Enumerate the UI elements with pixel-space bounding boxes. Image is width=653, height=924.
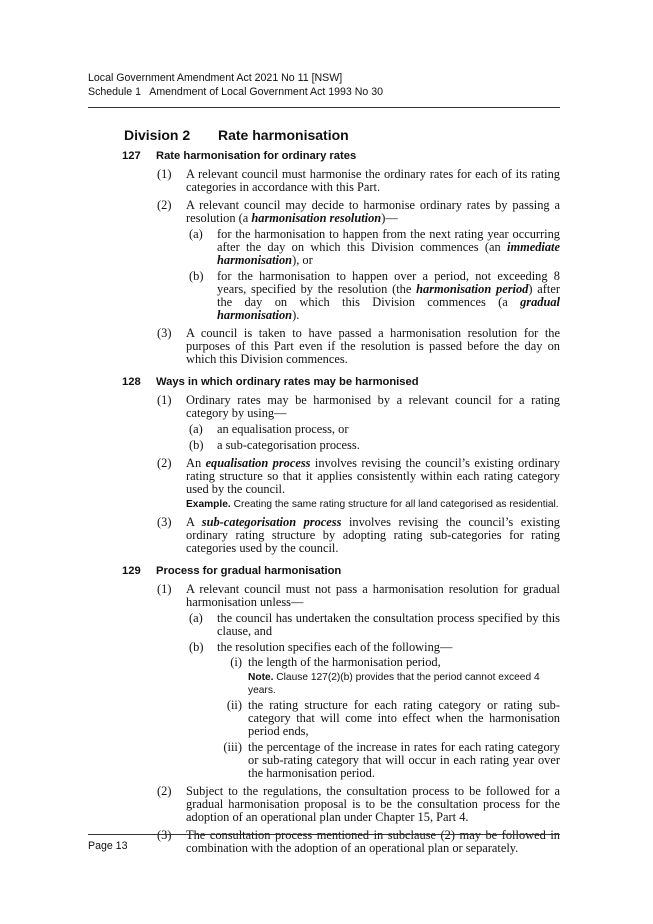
subparagraph-number: (i)	[230, 655, 242, 669]
division-heading	[124, 127, 349, 143]
subclause-128-3	[157, 516, 560, 555]
subclause-127-1	[157, 168, 560, 194]
subparagraph-i	[230, 655, 560, 669]
subclause-text: A council is taken to have passed a harmonisation resolution for the purposes of this Part even if the resolution is passed before the day on which this Division commences.	[186, 326, 560, 366]
defined-term: harmonisation period	[416, 282, 529, 296]
running-header-schedule: Schedule 1 Amendment of Local Government Act 1993 No 30	[88, 86, 384, 98]
subclause-129-1	[157, 583, 560, 609]
defined-term: equalisation process	[205, 456, 311, 470]
paragraph-number: (a)	[189, 611, 203, 625]
clause-number: 129	[122, 565, 141, 577]
paragraph-text: a sub-categorisation process.	[217, 438, 360, 452]
subparagraph-text: the rating structure for each rating category or rating sub-category that will come into effect when the harmonisation period ends,	[248, 698, 560, 738]
clause-number: 127	[122, 150, 141, 162]
subclause-number: (2)	[157, 784, 172, 798]
paragraph-number: (b)	[189, 269, 204, 283]
paragraph-127-2-a	[189, 228, 560, 267]
subclause-128-1	[157, 394, 560, 420]
paragraph-127-2-b	[189, 270, 560, 322]
clause-number: 128	[122, 376, 141, 388]
running-header-title: Local Government Amendment Act 2021 No 11 [NSW]	[88, 72, 343, 84]
clause-title: Ways in which ordinary rates may be harmonised	[156, 376, 419, 388]
subclause-128-2	[157, 457, 560, 496]
subclause-text: A relevant council must not pass a harmonisation resolution for gradual harmonisation unless—	[186, 582, 560, 609]
paragraph-number: (b)	[189, 438, 204, 452]
subparagraph-number: (ii)	[226, 698, 242, 712]
subclause-number: (2)	[157, 456, 172, 470]
subclause-number: (2)	[157, 198, 172, 212]
clause-title: Rate harmonisation for ordinary rates	[156, 150, 357, 162]
defined-term: gradual harmonisation	[217, 295, 560, 322]
defined-term: harmonisation resolution	[251, 211, 382, 225]
subclause-127-3	[157, 327, 560, 366]
note-label: Note.	[248, 672, 274, 683]
paragraph-text: an equalisation process, or	[217, 422, 349, 436]
subclause-text: A relevant council must harmonise the ordinary rates for each of its rating categories in accordance with this Part.	[186, 167, 560, 194]
page-number: Page 13	[88, 840, 128, 852]
subclause-text: Subject to the regulations, the consultation process to be followed for a gradual harmonisation proposal is to be the consultation process for the adoption of an operational plan under Chapter 15, Part 4.	[186, 784, 560, 824]
division-number: Division 2	[124, 127, 191, 143]
note-text: Clause 127(2)(b) provides that the period cannot exceed 4 years.	[248, 672, 540, 696]
paragraph-number: (b)	[189, 640, 204, 654]
paragraph-text: for the harmonisation to happen from the next rating year occurring after the day on which this Division commences (an immediate harmonisation), or	[217, 227, 560, 267]
clause-129-heading	[122, 565, 560, 578]
defined-term: sub-categorisation process	[201, 515, 342, 529]
subparagraph-ii	[226, 698, 560, 738]
note	[248, 671, 560, 697]
subclause-129-3	[157, 829, 560, 855]
paragraph-129-1-b	[189, 641, 560, 654]
subparagraph-text: the length of the harmonisation period,	[248, 655, 441, 669]
defined-term: immediate harmonisation	[217, 240, 560, 267]
subclause-127-2	[157, 199, 560, 225]
subclause-129-2	[157, 785, 560, 824]
paragraph-129-1-a	[189, 612, 560, 638]
subclause-text: Ordinary rates may be harmonised by a relevant council for a rating category by using—	[186, 393, 560, 420]
subclause-number: (1)	[157, 582, 172, 596]
subclause-number: (3)	[157, 326, 172, 340]
document-body	[0, 150, 653, 855]
subclause-number: (3)	[157, 828, 172, 842]
header-rule	[88, 107, 560, 108]
paragraph-text: the council has undertaken the consultation process specified by this clause, and	[217, 611, 560, 638]
example-label: Example.	[186, 499, 231, 510]
subclause-number: (1)	[157, 393, 172, 407]
clause-128-heading	[122, 376, 560, 389]
subparagraph-number: (iii)	[223, 740, 242, 754]
subclause-text: A sub-categorisation process involves revising the council’s existing ordinary rating structure by adopting rating sub-categories for rating categories used by the council.	[186, 515, 560, 555]
paragraph-text: for the harmonisation to happen over a period, not exceeding 8 years, specified by the resolution (the harmonisation period) after the day on which this Division commences (a gradual harmonisation).	[217, 269, 560, 322]
subclause-number: (1)	[157, 167, 172, 181]
footer-rule	[88, 834, 560, 835]
clause-127-heading	[122, 150, 560, 163]
subclause-text: A relevant council may decide to harmonise ordinary rates by passing a resolution (a harmonisation resolution)—	[186, 198, 560, 225]
subclause-text: An equalisation process involves revising the council’s existing ordinary rating structure so that it applies consistently within each rating category used by the council.	[186, 456, 560, 496]
subparagraph-text: the percentage of the increase in rates for each rating category or sub-rating category that will occur in each rating year over the harmonisation period.	[248, 740, 560, 780]
paragraph-number: (a)	[189, 227, 203, 241]
division-title: Rate harmonisation	[218, 127, 349, 143]
subclause-text: The consultation process mentioned in subclause (2) may be followed in combination with the adoption of an operational plan or separately.	[186, 828, 560, 855]
example-text: Creating the same rating structure for all land categorised as residential.	[230, 499, 559, 510]
paragraph-128-1-b	[189, 439, 560, 452]
paragraph-number: (a)	[189, 422, 203, 436]
subclause-number: (3)	[157, 515, 172, 529]
subparagraph-iii	[223, 740, 560, 780]
clause-title: Process for gradual harmonisation	[156, 565, 342, 577]
paragraph-text: the resolution specifies each of the following—	[217, 640, 453, 654]
paragraph-128-1-a	[189, 423, 560, 436]
example-note	[186, 498, 560, 511]
